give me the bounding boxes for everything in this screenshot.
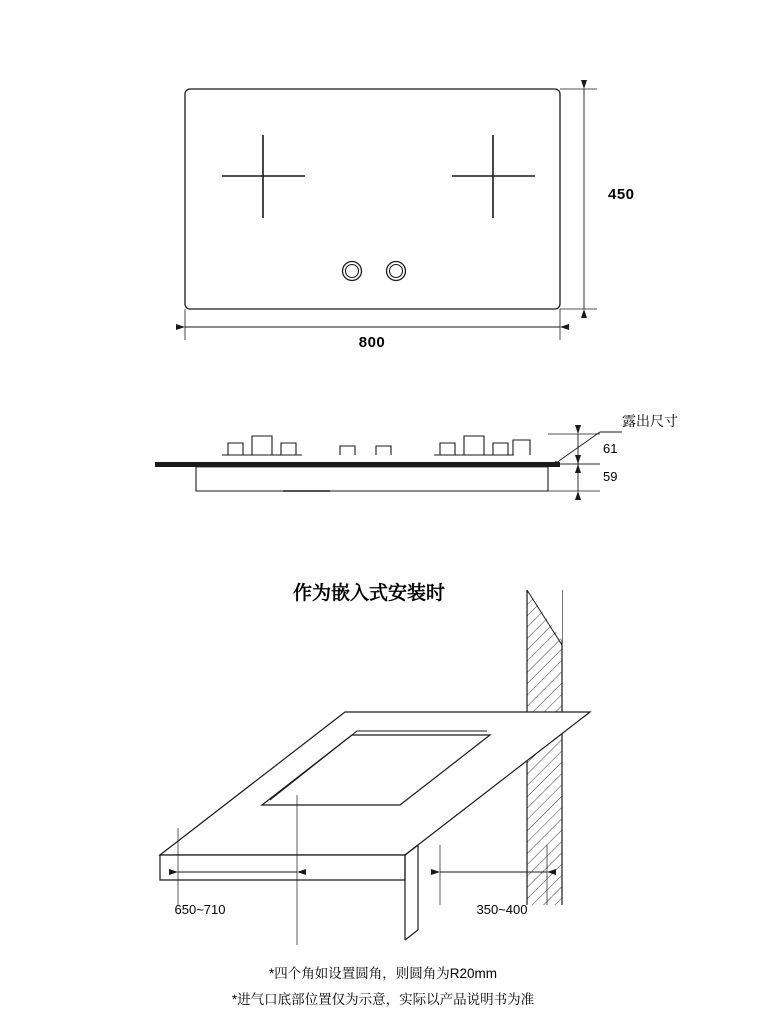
- section-title-embedded: 作为嵌入式安装时: [292, 583, 446, 604]
- top-view-group: [185, 89, 597, 340]
- label-top-view-height: 450: [608, 186, 635, 203]
- label-cutout-width: 650~710: [174, 902, 226, 917]
- label-side-upper-height: 61: [603, 441, 618, 456]
- isometric-installation-view: [160, 590, 590, 945]
- glass-top-plate: [155, 462, 560, 467]
- side-view-group: [155, 432, 622, 491]
- note-corner-radius: *四个角如设置圆角，则圆角为R20mm: [268, 966, 498, 981]
- dimension-height-61: [548, 434, 600, 464]
- label-side-lower-height: 59: [603, 469, 618, 484]
- hob-outline: [185, 89, 560, 309]
- label-cutout-depth: 350~400: [476, 902, 528, 917]
- hob-body-profile: [196, 467, 548, 491]
- label-top-view-width: 800: [358, 334, 386, 351]
- side-burner-profiles: [222, 436, 530, 455]
- dimension-height-450: [560, 89, 597, 309]
- countertop-front-edge: [160, 855, 405, 880]
- label-exposed-dimension: 露出尺寸: [622, 413, 678, 429]
- note-gas-inlet: *进气口底部位置仅为示意，实际以产品说明书为准: [231, 992, 535, 1007]
- dimension-height-59: [548, 464, 600, 491]
